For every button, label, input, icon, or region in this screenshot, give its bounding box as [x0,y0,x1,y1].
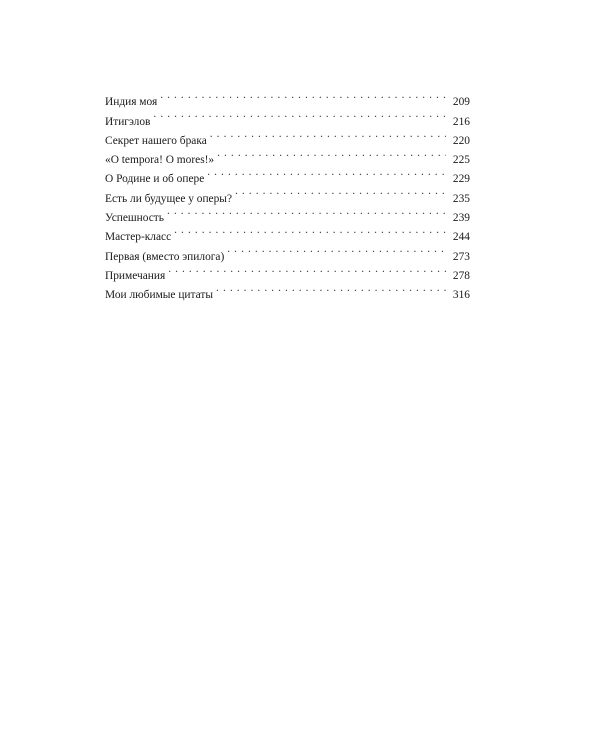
toc-dot-leader [153,105,446,124]
toc-dot-leader [210,125,446,144]
toc-entry-title: Первая (вместо эпилога) [105,250,225,263]
toc-entry-page: 225 [452,154,470,167]
toc-entry-title: Успешность [105,212,164,225]
toc-dot-leader [174,221,446,240]
toc-entry-page: 316 [452,289,470,302]
toc-entry-page: 229 [452,173,470,186]
toc-entry-title: Есть ли будущее у оперы? [105,192,233,205]
toc-entry-title: «O tempora! O mores!» [105,154,215,167]
toc-entry-title: Секрет нашего брака [105,134,207,147]
toc-entry-page: 209 [452,96,470,109]
toc-dot-leader [207,163,446,182]
toc-entry-page: 220 [452,134,470,147]
toc-entry-title: Итигэлов [105,115,151,128]
toc-entry-title: О Родине и об опере [105,173,205,186]
toc-dot-leader [167,202,446,221]
toc-entry-page: 278 [452,269,470,282]
toc-entry [105,125,470,147]
toc-entry [105,105,470,128]
toc-entry-page: 216 [452,115,470,128]
toc-dot-leader [216,279,446,298]
toc-dot-leader [168,260,446,279]
toc-entry-page: 273 [452,250,470,263]
toc-dot-leader [160,86,446,105]
toc-entry-page: 239 [452,212,470,225]
toc-dot-leader [217,144,446,163]
toc-entry-title: Мастер-класс [105,231,172,244]
toc-entry-title: Примечания [105,269,166,282]
toc-entry [105,86,470,109]
toc-entry-title: Индия моя [105,96,158,109]
toc-entry-page: 244 [452,231,470,244]
table-of-contents [105,86,470,302]
toc-entry-title: Мои любимые цитаты [105,289,214,302]
toc-dot-leader [235,182,446,201]
toc-dot-leader [227,240,446,259]
toc-entry-page: 235 [452,192,470,205]
